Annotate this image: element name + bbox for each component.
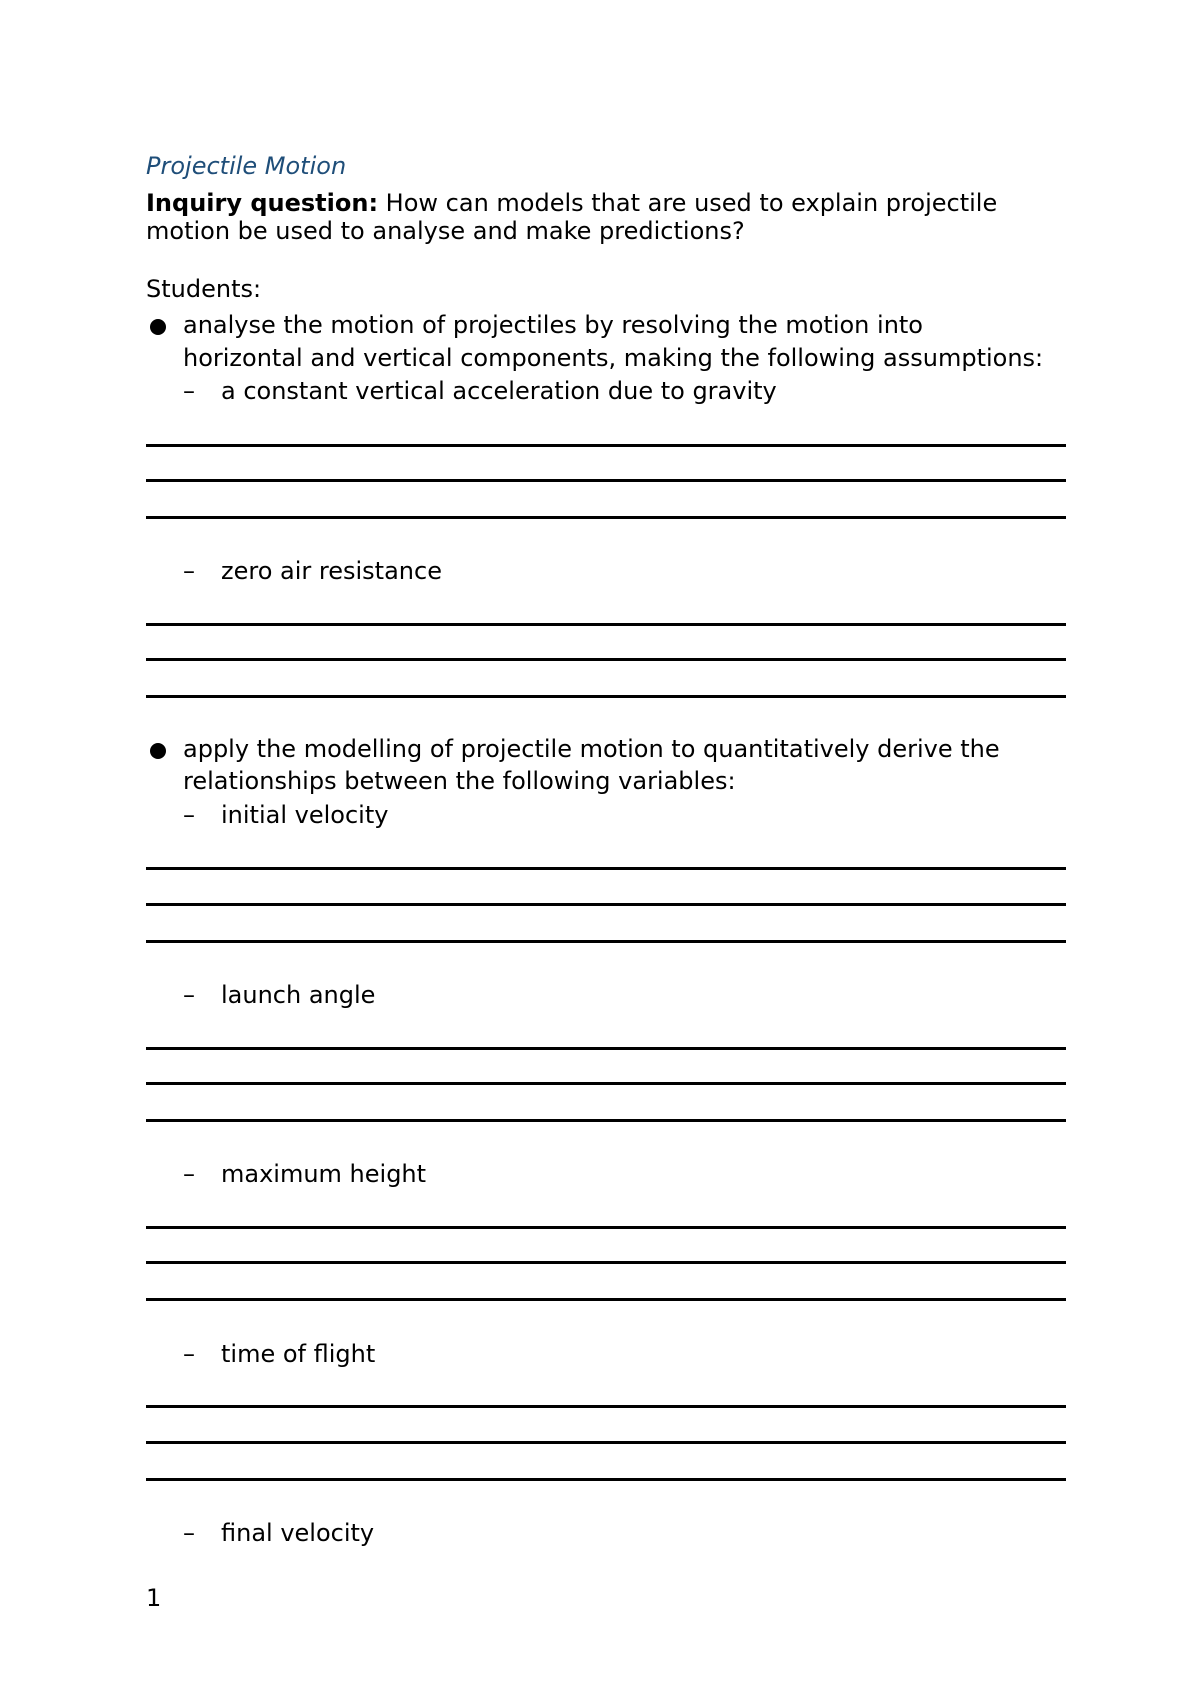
answer-line[interactable] (146, 1298, 1066, 1301)
dash-icon: – (183, 1519, 195, 1547)
answer-line[interactable] (146, 695, 1066, 698)
answer-line[interactable] (146, 1441, 1066, 1444)
dash-icon: – (183, 1160, 195, 1188)
inquiry-question-label: Inquiry question: (146, 189, 379, 217)
answer-line[interactable] (146, 1047, 1066, 1050)
bullet-2-text-line-1: apply the modelling of projectile motion to quantitatively derive the (183, 735, 1000, 763)
section-title: Projectile Motion (146, 152, 347, 180)
bullet-1-text-line-1: analyse the motion of projectiles by resolving the motion into (183, 311, 923, 339)
bullet-icon (150, 743, 166, 759)
sub-item-time-of-flight: time of flight (221, 1340, 376, 1368)
answer-line[interactable] (146, 903, 1066, 906)
page-number: 1 (146, 1584, 162, 1612)
dash-icon: – (183, 1340, 195, 1368)
answer-line[interactable] (146, 1226, 1066, 1229)
answer-line[interactable] (146, 867, 1066, 870)
answer-line[interactable] (146, 1478, 1066, 1481)
sub-item-constant-acceleration: a constant vertical acceleration due to gravity (221, 377, 777, 405)
answer-line[interactable] (146, 1119, 1066, 1122)
answer-line[interactable] (146, 1261, 1066, 1264)
dash-icon: – (183, 801, 195, 829)
sub-item-initial-velocity: initial velocity (221, 801, 389, 829)
answer-line[interactable] (146, 940, 1066, 943)
sub-item-zero-air-resistance: zero air resistance (221, 557, 442, 585)
answer-line[interactable] (146, 658, 1066, 661)
sub-item-launch-angle: launch angle (221, 981, 376, 1009)
answer-line[interactable] (146, 623, 1066, 626)
answer-line[interactable] (146, 479, 1066, 482)
bullet-1-text-line-2: horizontal and vertical components, making the following assumptions: (183, 344, 1044, 372)
answer-line[interactable] (146, 1082, 1066, 1085)
answer-line[interactable] (146, 516, 1066, 519)
dash-icon: – (183, 981, 195, 1009)
dash-icon: – (183, 557, 195, 585)
answer-line[interactable] (146, 1405, 1066, 1408)
inquiry-question-text-1: How can models that are used to explain projectile (378, 189, 998, 217)
inquiry-question-line-1 (146, 189, 997, 217)
answer-line[interactable] (146, 444, 1066, 447)
students-label: Students: (146, 275, 262, 303)
inquiry-question-line-2: motion be used to analyse and make predictions? (146, 217, 745, 245)
bullet-2-text-line-2: relationships between the following variables: (183, 767, 736, 795)
bullet-icon (150, 319, 166, 335)
sub-item-maximum-height: maximum height (221, 1160, 427, 1188)
sub-item-final-velocity: final velocity (221, 1519, 375, 1547)
dash-icon: – (183, 377, 195, 405)
